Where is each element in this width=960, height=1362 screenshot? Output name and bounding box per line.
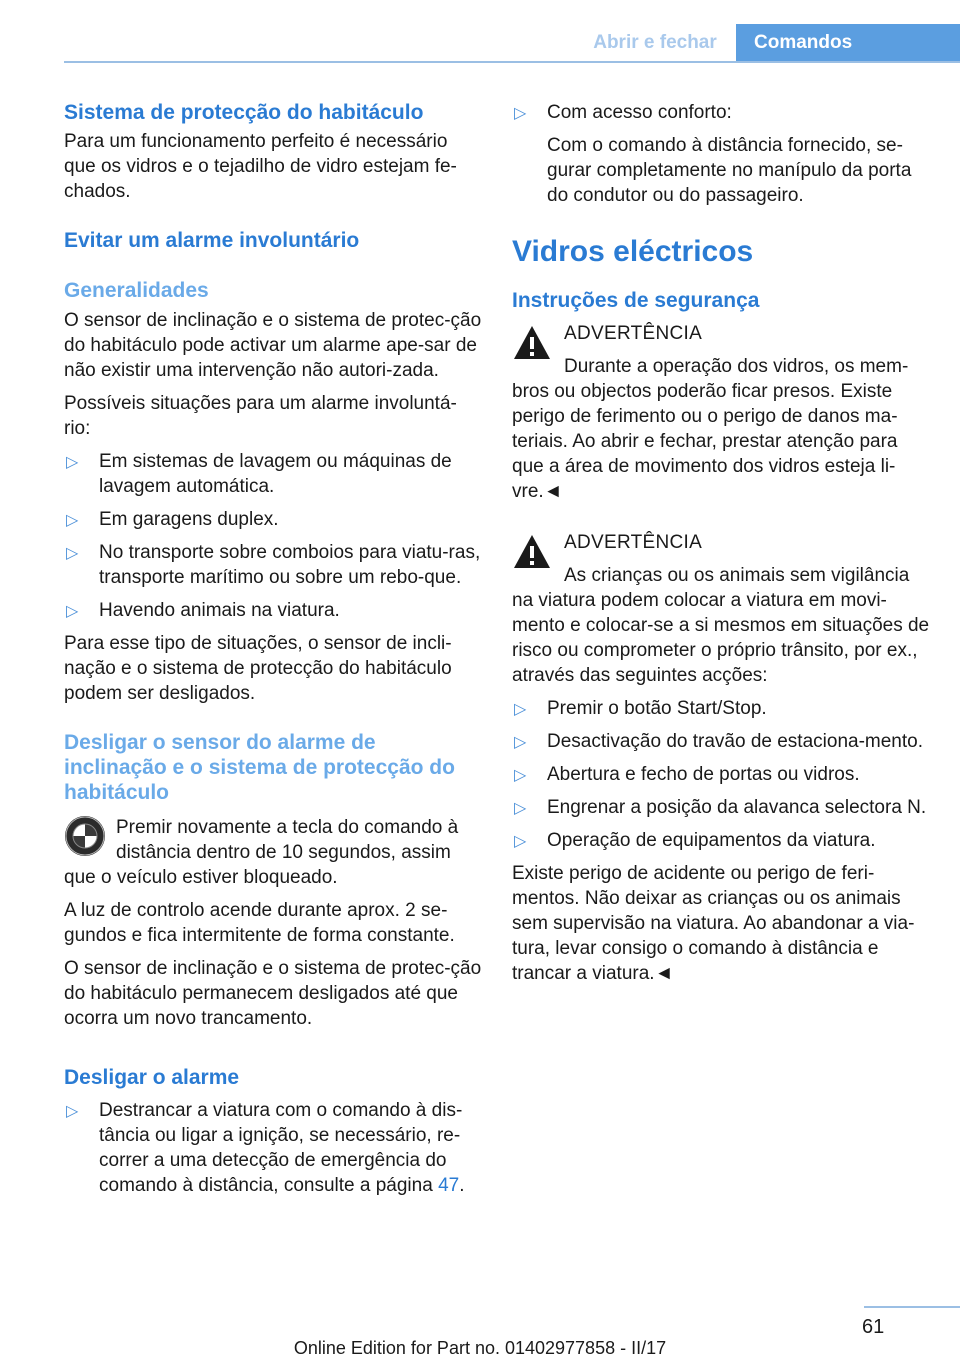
heading-interior-protection: Sistema de protecção do habitáculo [64,101,424,124]
left-column [64,100,482,1198]
paragraph: O sensor de inclinação e o sistema de protec-ção do habitáculo permanecem desligados até que ocorra um novo trancamento. [64,958,482,1029]
disable-alarm-list [64,1098,482,1198]
section-tab[interactable]: Abrir e fechar [593,32,717,53]
triangle-bullet-icon: ▷ [66,603,79,620]
list-item: ▷ No transporte sobre comboios para viatu-ras, transporte marítimo ou sobre um rebo-que. [66,542,481,588]
paragraph: O sensor de inclinação e o sistema de protec-ção do habitáculo pode activar um alarme ape-sar de não existir uma intervenção não autori-zada. [64,310,482,381]
list-item: ▷ Engrenar a posição da alavanca selectora N. [512,795,932,820]
heading-avoid-alarm: Evitar um alarme involuntário [64,229,360,252]
heading-disable-alarm: Desligar o alarme [64,1066,240,1089]
list-item: ▷ Com acesso conforto: Com o comando à distância fornecido, se-gurar completamente no manípulo da porta do condutor ou do passageiro. [512,100,932,208]
paragraph: que o veículo estiver bloqueado. [64,867,338,888]
list-item: ▷ Em garagens duplex. [64,507,482,532]
header-rule [64,61,960,63]
list-item: ▷ Destrancar a viatura com o comando à dis-tância ou ligar a ignição, se necessário, re-correr a uma detecção de emergência do comando à distância, consulte a página 47. [66,1100,465,1196]
paragraph: Para esse tipo de situações, o sensor de incli-nação e o sistema de protecção do habitáculo podem ser desligados. [64,633,452,704]
triangle-bullet-icon: ▷ [514,105,527,122]
warning-icon [512,532,552,572]
paragraph: Para um funcionamento perfeito é necessário que os vidros e o tejadilho de vidro estejam fe-chados. [64,131,457,202]
paragraph: Com o comando à distância fornecido, se-gurar completamente no manípulo da porta do condutor ou do passageiro. [547,135,912,206]
edition-footer: Online Edition for Part no. 01402977858 - II/17 [293,1338,667,1358]
remote-key-instruction [64,815,482,890]
alarm-situations-list [64,449,482,623]
warning-icon [512,323,552,363]
warning-block [512,321,932,504]
paragraph: Premir novamente a tecla do comando à distância dentro de 10 segundos, assim [116,817,459,863]
list-item: ▷ Abertura e fecho de portas ou vidros. [512,762,932,787]
heading-disable-sensor: Desligar o sensor do alarme de inclinação e o sistema de protecção do habitáculo [64,731,455,804]
comfort-access-list [512,100,932,208]
paragraph: Durante a operação dos vidros, os mem- [564,356,909,377]
list-item: ▷ Desactivação do travão de estaciona-mento. [512,729,932,754]
warning-title: ADVERTÊNCIA [564,532,703,553]
triangle-bullet-icon: ▷ [66,1103,79,1120]
warning-block [512,530,932,688]
list-item: ▷ Premir o botão Start/Stop. [512,696,932,721]
heading-general: Generalidades [64,279,209,302]
paragraph: na viatura podem colocar a viatura em movi-mento e colocar-se a si mesmos em situações de risco ou comprometer o próprio trânsito, por ex., através das seguintes acções: [512,590,930,686]
triangle-bullet-icon: ▷ [514,767,527,784]
triangle-bullet-icon: ▷ [514,734,527,751]
triangle-bullet-icon: ▷ [66,512,79,529]
heading-power-windows: Vidros eléctricos [512,235,754,268]
paragraph: A luz de controlo acende durante aprox. 2 se-gundos e fica intermitente de forma constante. [64,900,455,946]
list-item: ▷ Operação de equipamentos da viatura. [512,828,932,853]
chapter-tab[interactable]: Comandos [736,24,960,62]
page-number: 61 [862,1316,885,1338]
right-column [512,100,932,986]
triangle-bullet-icon: ▷ [514,800,527,817]
page-header [0,0,960,62]
triangle-bullet-icon: ▷ [514,701,527,718]
triangle-bullet-icon: ▷ [66,454,79,471]
page-link[interactable]: 47 [438,1175,460,1196]
paragraph: As crianças ou os animais sem vigilância [564,565,910,586]
footer-rule [864,1306,960,1308]
paragraph: bros ou objectos poderão ficar presos. Existe perigo de ferimento ou o perigo de danos ma-teriais. Ao abrir e fechar, prestar atenção para que a área de movimento dos vidros esteja li-vre.◄ [512,381,898,502]
warning-title: ADVERTÊNCIA [564,323,703,344]
risk-actions-list [512,696,932,853]
paragraph: Existe perigo de acidente ou perigo de feri-mentos. Não deixar as crianças ou os animais sem supervisão na viatura. Ao abandonar a via-tura, levar consigo o comando à distância e trancar a viatura.◄ [512,863,915,984]
list-item: ▷ Havendo animais na viatura. [64,598,482,623]
list-item: ▷ Em sistemas de lavagem ou máquinas de lavagem automática. [66,451,452,497]
bmw-logo-icon [64,815,106,857]
triangle-bullet-icon: ▷ [66,545,79,562]
heading-safety: Instruções de segurança [512,289,760,312]
paragraph: Possíveis situações para um alarme involuntá-rio: [64,393,457,439]
triangle-bullet-icon: ▷ [514,833,527,850]
